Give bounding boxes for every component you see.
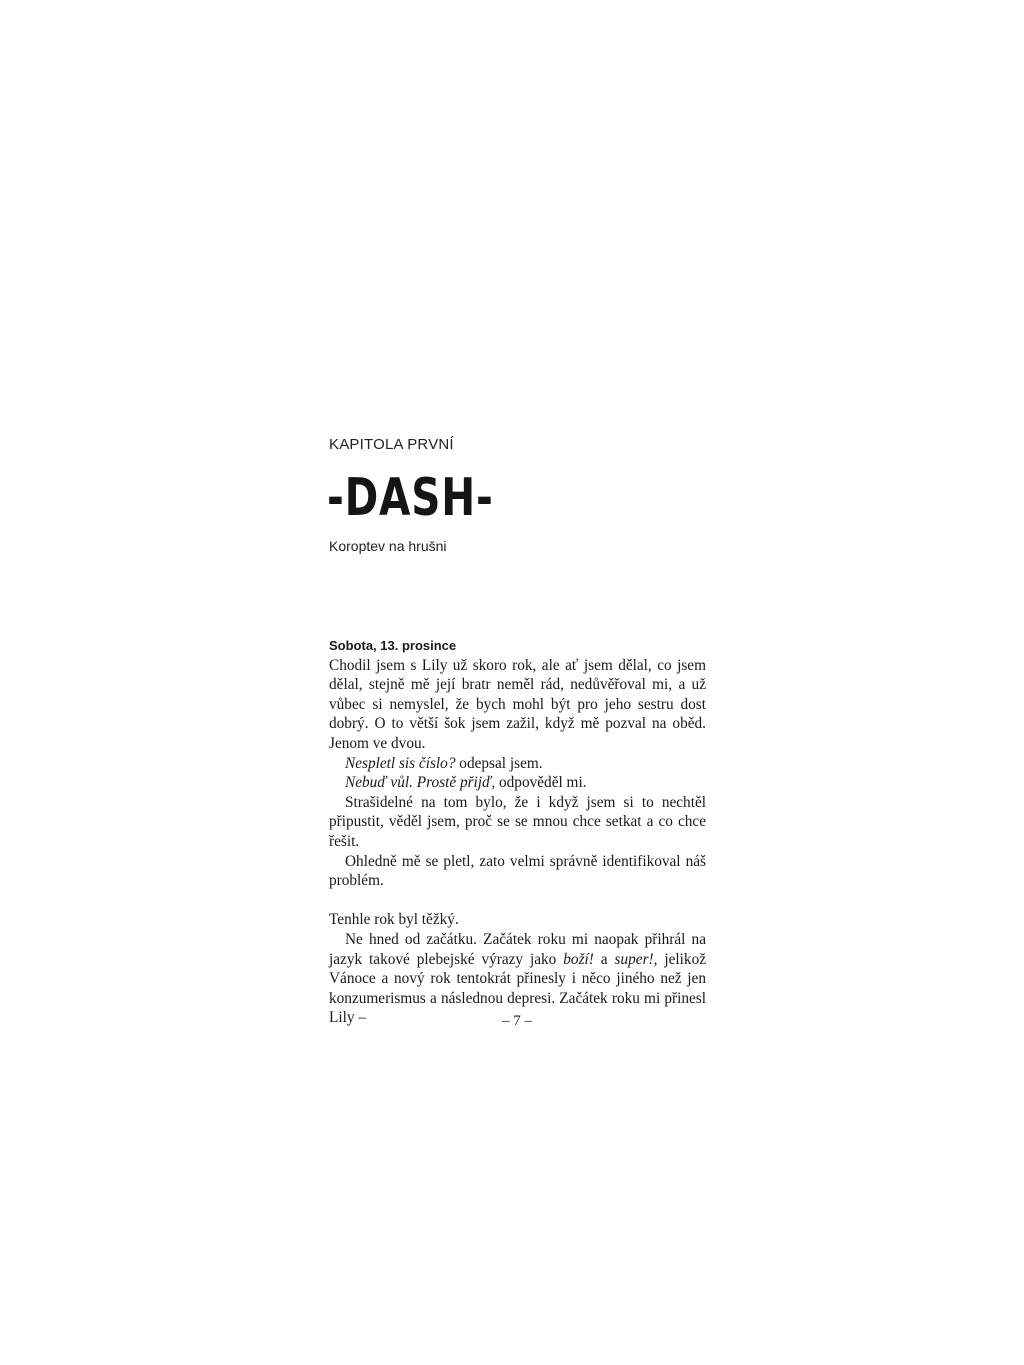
paragraph-7-italic-2: super!	[614, 950, 654, 968]
paragraph-2	[329, 754, 706, 774]
paragraph-5: Ohledně mě se pletl, zato velmi správně identifikoval náš problém.	[329, 852, 706, 890]
paragraph-7-text-c: , jelikož Vánoce a nový rok tentokrát přinesly i něco jiného než jen konzumerismus a následnou depresi. Začátek roku mi přinesl Lily –	[329, 950, 707, 1027]
paragraph-2-text: odepsal jsem.	[455, 754, 543, 772]
paragraph-3-text: odpověděl mi.	[495, 774, 587, 792]
dateline: Sobota, 13. prosince	[329, 638, 457, 653]
chapter-subtitle: Koroptev na hrušni	[329, 538, 447, 554]
paragraph-2-italic: Nespletl sis číslo?	[345, 754, 456, 772]
paragraph-7-italic-1: boží!	[563, 950, 594, 968]
paragraph-3	[329, 773, 706, 793]
paragraph-7-text-b: a	[593, 950, 615, 968]
chapter-body	[329, 636, 706, 1028]
chapter-label: KAPITOLA PRVNÍ	[329, 436, 454, 453]
page-number: – 7 –	[502, 1013, 532, 1029]
paragraph-6: Tenhle rok byl těžký.	[329, 911, 459, 929]
paragraph-1: Chodil jsem s Lily už skoro rok, ale ať jsem dělal, co jsem dělal, stejně mě její bratr neměl rád, nedůvěřoval mi, a už vůbec si nemyslel, že bych mohl být pro jeho sestru dost dobrý. O to větší šok jsem zažil, když mě pozval na oběd. Jenom ve dvou.	[329, 656, 706, 752]
chapter-title: -DASH-	[327, 468, 494, 528]
paragraph-7-text-a: Ne hned od začátku. Začátek roku mi naopak přihrál na jazyk takové plebejské výrazy jako	[329, 930, 706, 968]
paragraph-4: Strašidelné na tom bylo, že i když jsem si to nechtěl připustit, věděl jsem, proč se se mnou chce setkat a co chce řešit.	[329, 793, 706, 850]
paragraph-3-italic: Nebuď vůl. Prostě přijď,	[345, 774, 496, 792]
